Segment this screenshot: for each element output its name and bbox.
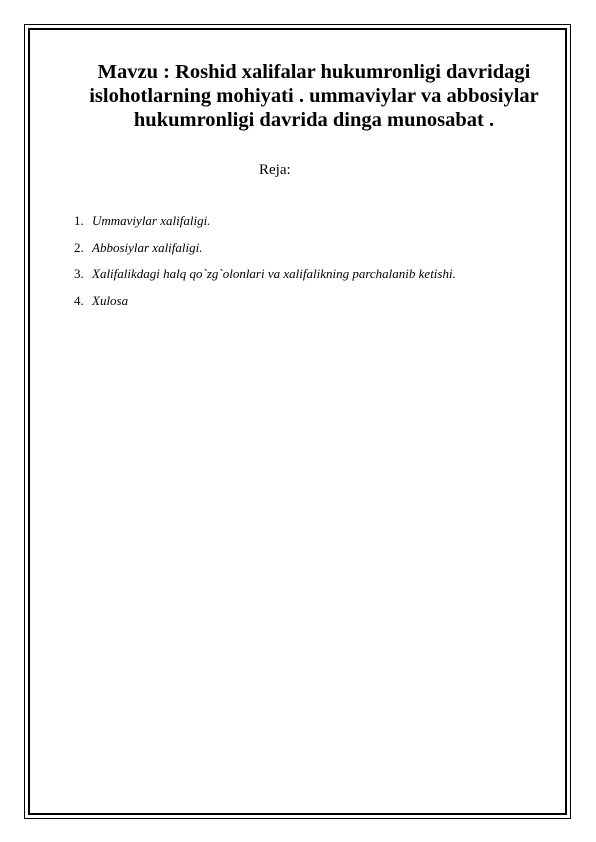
document-title: Mavzu : Roshid xalifalar hukumronligi davridagi islohotlarning mohiyati . ummaviylar va abbosiylar hukumronligi davrida dinga munosabat .	[89, 61, 539, 131]
plan-heading: Reja:	[259, 162, 291, 178]
plan-item-text: Abbosiylar xalifaligi.	[92, 239, 203, 255]
plan-item-text: Xalifalikdagi halq qo`zg`olonlari va xalifalikning parchalanib ketishi.	[92, 266, 456, 281]
plan-item-number: 1.	[74, 213, 84, 228]
plan-item	[74, 288, 554, 315]
plan-item	[74, 235, 554, 262]
plan-item-number: 3.	[74, 266, 84, 281]
plan-item	[74, 261, 554, 288]
plan-item-text: Xulosa	[92, 292, 129, 308]
plan-list	[74, 208, 554, 314]
plan-item-text: Ummaviylar xalifaligi.	[92, 213, 211, 228]
page-border-inner	[28, 28, 567, 815]
plan-item-number: 4.	[74, 292, 84, 308]
plan-item-number: 2.	[74, 239, 84, 255]
plan-item	[74, 208, 554, 235]
